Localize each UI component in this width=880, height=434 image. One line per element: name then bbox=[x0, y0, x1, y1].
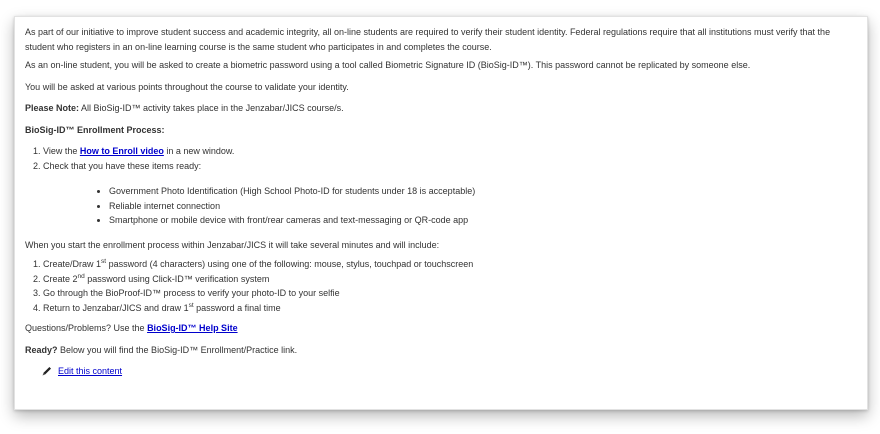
note-label: Please Note: bbox=[25, 103, 80, 113]
step1-prefix: View the bbox=[43, 146, 80, 156]
step-text: password a final time bbox=[193, 302, 281, 313]
questions-paragraph bbox=[25, 321, 861, 336]
process-step-3: 3. Go through the BioProof-ID™ process to verify your photo-ID to your selfie bbox=[43, 286, 861, 301]
content-panel bbox=[14, 16, 868, 410]
ready-paragraph bbox=[25, 343, 861, 358]
process-step-2 bbox=[43, 272, 861, 287]
note-text: All BioSig-ID™ activity takes place in the Jenzabar/JICS course/s. bbox=[79, 103, 344, 113]
step-sup: nd bbox=[77, 272, 85, 280]
ready-text: Below you will find the BioSig-ID™ Enrollment/Practice link. bbox=[57, 344, 298, 355]
enrollment-steps bbox=[25, 144, 861, 173]
how-to-enroll-video-link[interactable]: How to Enroll video bbox=[79, 146, 164, 156]
process-intro: When you start the enrollment process within Jenzabar/JICS it will take several minutes and will include: bbox=[25, 239, 440, 250]
enrollment-step-1 bbox=[43, 144, 861, 159]
required-item: • Reliable internet connection bbox=[109, 199, 861, 214]
help-site-link[interactable]: BioSig-ID™ Help Site bbox=[147, 323, 238, 333]
enrollment-step-2: 2. Check that you have these items ready: bbox=[43, 159, 861, 174]
step-text: password using Click-ID™ verification system bbox=[84, 273, 270, 284]
questions-prefix: Questions/Problems? Use the bbox=[25, 323, 148, 333]
step-text: Return to Jenzabar/JICS and draw 1 bbox=[43, 302, 189, 313]
process-step-4 bbox=[43, 301, 861, 316]
step1-suffix: in a new window. bbox=[163, 146, 235, 156]
enrollment-heading: BioSig-ID™ Enrollment Process: bbox=[25, 124, 165, 135]
pencil-icon bbox=[41, 365, 53, 377]
process-steps bbox=[25, 257, 861, 315]
step-text: password (4 characters) using one of the following: mouse, stylus, touchpad or touchscreen bbox=[106, 259, 474, 269]
process-step-1 bbox=[43, 257, 861, 272]
ready-label: Ready? bbox=[25, 344, 58, 355]
note-paragraph bbox=[25, 101, 861, 116]
edit-content-control[interactable] bbox=[41, 364, 861, 379]
required-item: • Smartphone or mobile device with front/rear cameras and text-messaging or QR-code app bbox=[109, 213, 861, 228]
edit-content-link[interactable]: Edit this content bbox=[58, 366, 123, 376]
required-item: • Government Photo Identification (High School Photo-ID for students under 18 is acceptable) bbox=[109, 184, 861, 199]
intro-paragraph-2: As an on-line student, you will be asked to create a biometric password using a tool called Biometric Signature ID (BioSig-ID™). This password cannot be replicated by someone else. bbox=[25, 60, 751, 70]
required-items-list bbox=[25, 184, 861, 228]
step-sup: st bbox=[188, 301, 194, 309]
content-body bbox=[25, 25, 861, 379]
intro-paragraph-1: As part of our initiative to improve student success and academic integrity, all on-line students are required to verify their student identity. Federal regulations require that all institutions must verify that the student who registers in an on-line learning course is the same student who participates in and completes the course. bbox=[25, 27, 831, 52]
step-text: Create/Draw 1 bbox=[43, 259, 102, 269]
intro-paragraph-3: You will be asked at various points throughout the course to validate your identity. bbox=[25, 81, 349, 92]
step-sup: st bbox=[101, 258, 107, 265]
step-text: Create 2 bbox=[43, 273, 78, 284]
